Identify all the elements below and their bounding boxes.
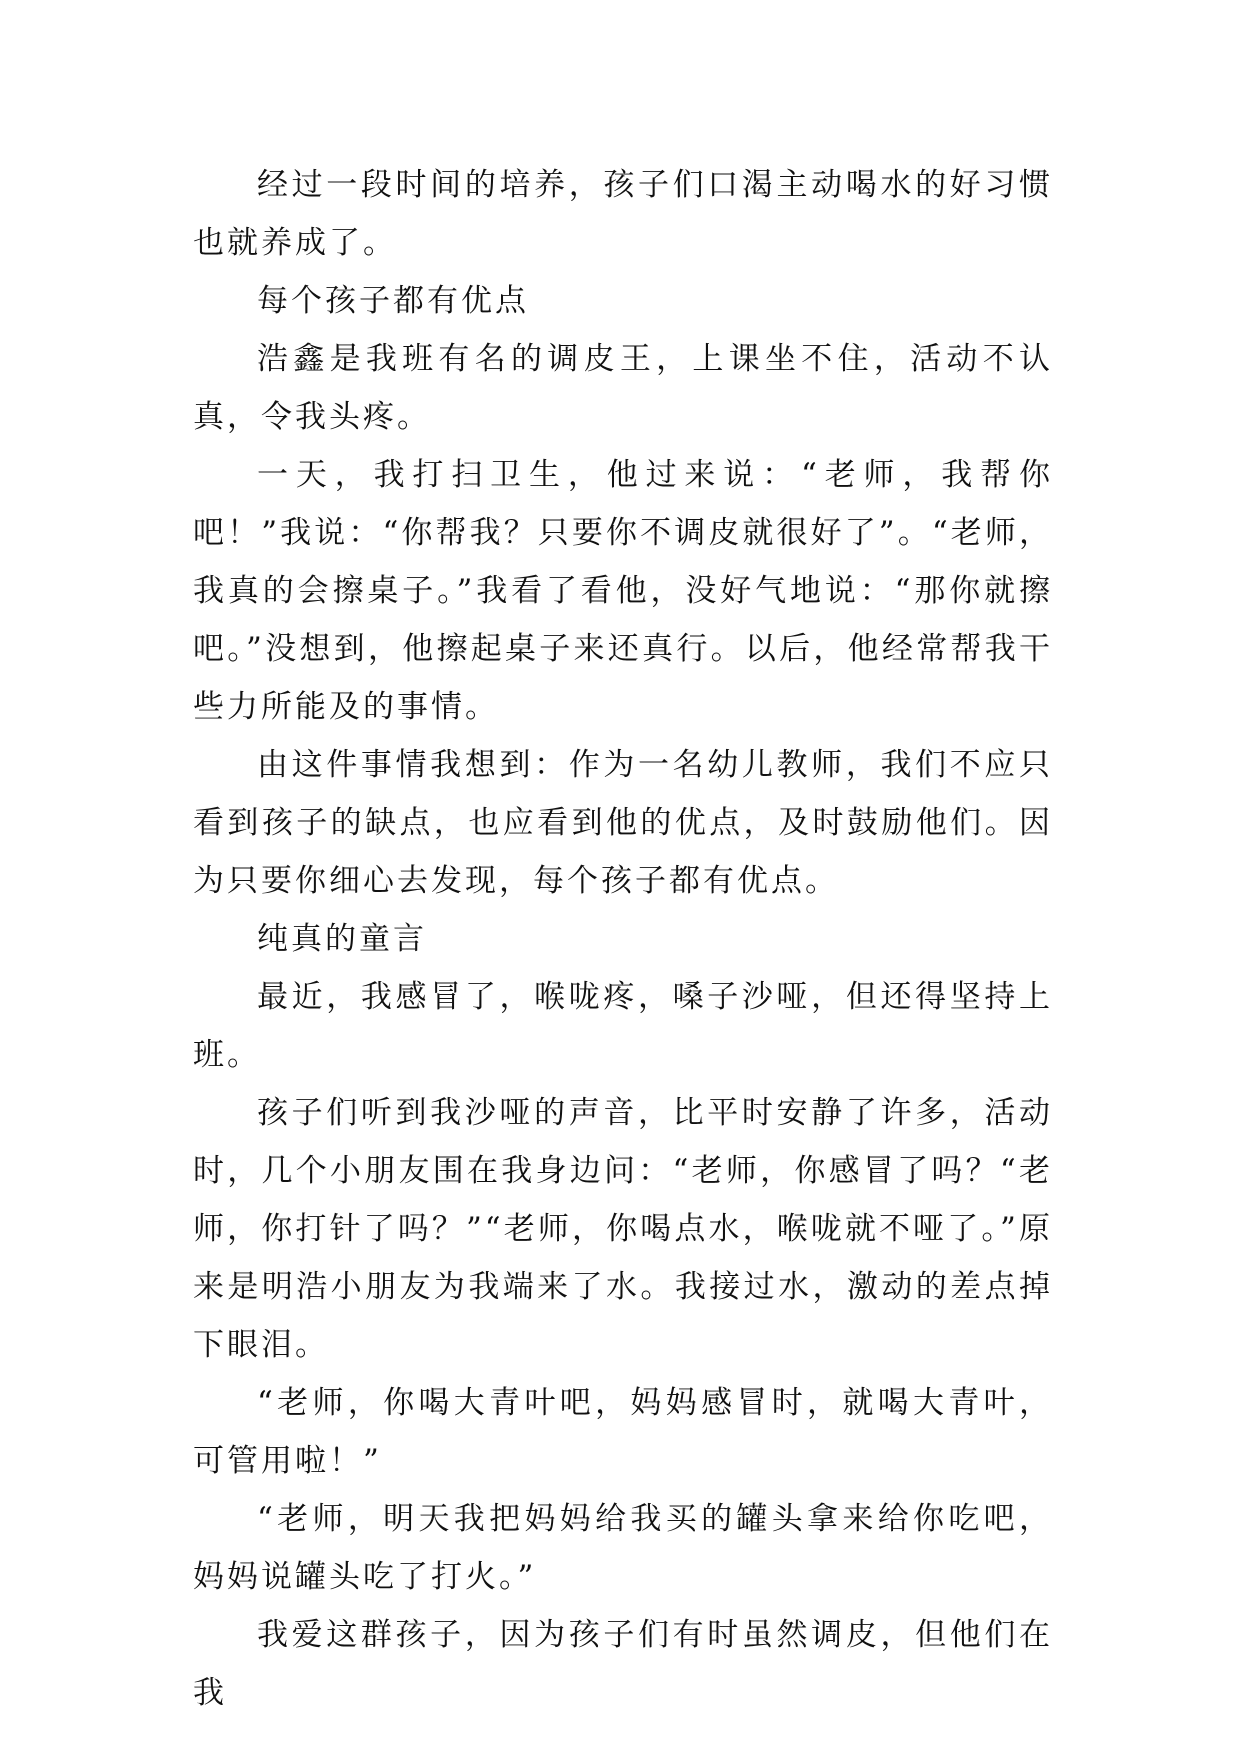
paragraph: “老师，你喝大青叶吧，妈妈感冒时，就喝大青叶，可管用啦！” <box>193 1385 1053 1479</box>
document-body <box>193 156 1053 1722</box>
paragraph: 浩鑫是我班有名的调皮王，上课坐不住，活动不认真，令我头疼。 <box>193 341 1053 435</box>
paragraph: 一天，我打扫卫生，他过来说：“老师，我帮你吧！”我说：“你帮我？只要你不调皮就很好了”。“老师，我真的会擦桌子。”我看了看他，没好气地说：“那你就擦吧。”没想到，他擦起桌子来还真行。以后，他经常帮我干些力所能及的事情。 <box>193 457 1053 725</box>
section-heading: 每个孩子都有优点 <box>257 283 529 319</box>
paragraph: “老师，明天我把妈妈给我买的罐头拿来给你吃吧，妈妈说罐头吃了打火。” <box>193 1501 1053 1595</box>
section-heading: 纯真的童言 <box>257 921 427 957</box>
paragraph: 由这件事情我想到：作为一名幼儿教师，我们不应只看到孩子的缺点，也应看到他的优点，及时鼓励他们。因为只要你细心去发现，每个孩子都有优点。 <box>193 747 1053 899</box>
paragraph: 经过一段时间的培养，孩子们口渴主动喝水的好习惯也就养成了。 <box>193 167 1053 261</box>
paragraph: 最近，我感冒了，喉咙疼，嗓子沙哑，但还得坚持上班。 <box>193 979 1053 1073</box>
paragraph: 孩子们听到我沙哑的声音，比平时安静了许多，活动时，几个小朋友围在我身边问：“老师，你感冒了吗？“老师，你打针了吗？”“老师，你喝点水，喉咙就不哑了。”原来是明浩小朋友为我端来了水。我接过水，激动的差点掉下眼泪。 <box>193 1095 1053 1363</box>
paragraph: 我爱这群孩子，因为孩子们有时虽然调皮，但他们在我 <box>193 1617 1053 1711</box>
